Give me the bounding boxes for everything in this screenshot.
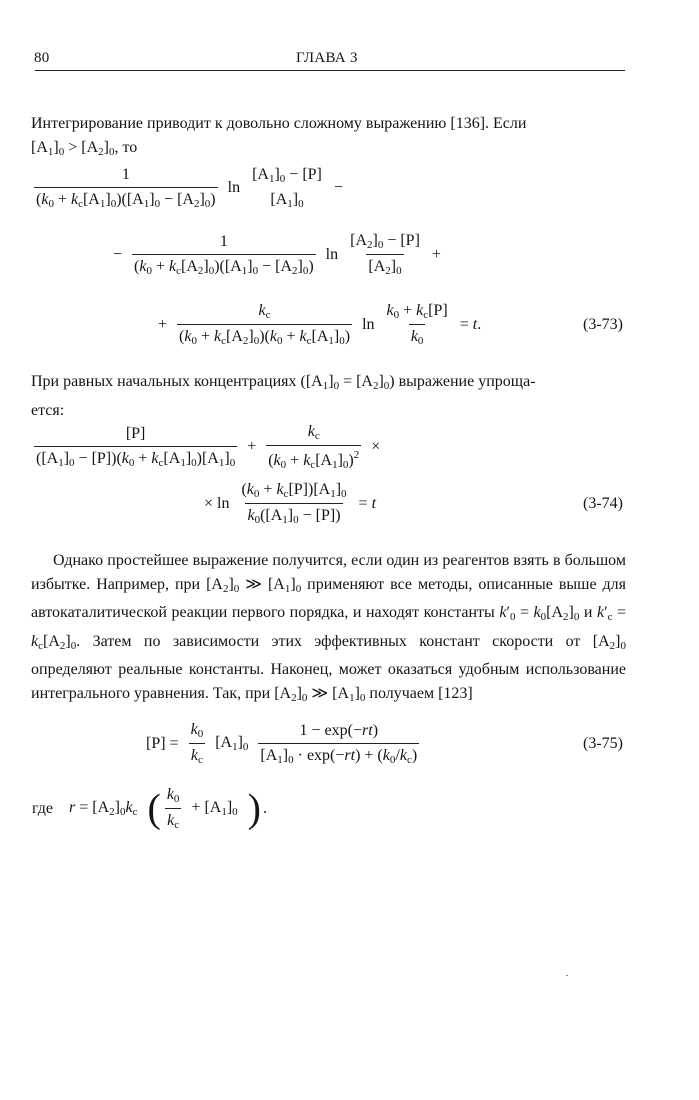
fraction: $\frac{(k_0 + k_c[P])[A_1]_0}{k_0([A_1]_0 - [P])}$	[241, 481, 347, 526]
where-label: где	[32, 799, 54, 817]
equation-3-74-line-2: × ln $\frac{(k_0 + k_c[P])[A_1]_0}{k_0([A_1]_0 - [P])}$ = t	[204, 481, 377, 526]
condition-text: $[A_1]_0 > [A_2]_0$, то	[31, 138, 138, 158]
fraction: $\frac{k_c}{(k_0 + k_c[A_2]_0)(k_0 + k_c[A_1]_0)}$	[179, 302, 351, 347]
paragraph-excess-reagent	[31, 549, 626, 710]
chapter-title: ГЛАВА 3	[296, 50, 358, 66]
equation-number: (3-75)	[583, 735, 623, 752]
scan-speck	[566, 975, 568, 976]
fraction: $\frac{k_0 + k_c[P]}{k_0}$	[386, 302, 448, 347]
fraction: $\frac{1}{(k_0 + k_c[A_2]_0)([A_1]_0 - [A_2]_0)}$	[134, 232, 314, 277]
fraction: $\frac{1 - \exp(-rt)}{[A_1]_0 \cdot \exp(-rt) + (k_0/k_c)}$	[260, 721, 418, 766]
fraction: $\frac{[P]}{([A_1]_0 - [P])(k_0 + k_c[A_1]_0)[A_1]_0}$	[36, 425, 236, 469]
equation-3-73-line-1: $\frac{1}{(k_0 + k_c[A_1]_0)([A_1]_0 - [A_2]_0)}$ ln $[A_1]_0 - [P]$ $[A_1]_0$ −	[36, 166, 343, 210]
equation-3-75: [P] = $\frac{k_0}{k_c}$ $[A_1]_0$ $\frac{1 - \exp(-rt)}{[A_1]_0 \cdot \exp(-rt) + (k_0/k_c)}$	[146, 721, 418, 766]
paragraph-equal-concentrations-text: При равных начальных концентрациях $([A_1]_0 = [A_2]_0)$ выражение упроща- ется:	[31, 373, 536, 419]
paragraph-equal-concentrations	[31, 370, 626, 422]
fraction: $\frac{k_0}{k_c}$	[166, 786, 180, 831]
fraction: $[A_1]_0 - [P]$ $[A_1]_0$	[252, 166, 322, 210]
equation-3-74-line-1: $\frac{[P]}{([A_1]_0 - [P])(k_0 + k_c[A_1]_0)[A_1]_0}$ + $\frac{k_c}{(k_0 + k_c[A_1]_0)^2}$ ×	[36, 423, 381, 471]
definition-r: где $r = [A_2]_0k_c$ ( $\frac{k_0}{k_c}$ + $[A_1]_0$ ) .	[32, 785, 267, 831]
paragraph-excess-reagent-text: Однако простейшее выражение получится, если один из реагентов взять в большом избытке. Например, при $[A_2]_0$ ≫ $[A_1]_0$ применяют все методы, описанные выше для автокаталитической реакции первого порядка, и находят константы $k'_0 = k_0[A_2]_0$ и $k'_c = k_c[A_2]_0$. Затем по зависимости этих эффективных констант скорости от $[A_2]_0$ определяют реальные константы. Наконец, может оказаться удобным использование интегрального уравнения. Так, при $[A_2]_0$ ≫ $[A_1]_0$ получаем [123]	[31, 552, 627, 704]
paragraph-intro-text: Интегрирование приводит к довольно сложному выражению [136]. Если	[31, 115, 527, 132]
fraction: $\frac{[A_2]_0 - [P]}{[A_2]_0}$	[350, 232, 420, 277]
fraction: $\frac{k_0}{k_c}$	[190, 721, 204, 766]
equation-number: (3-74)	[583, 495, 623, 512]
fraction: $\frac{1}{(k_0 + k_c[A_1]_0)([A_1]_0 - [A_2]_0)}$	[36, 166, 216, 210]
fraction: $\frac{k_c}{(k_0 + k_c[A_1]_0)^2}$	[268, 423, 360, 471]
equation-number: (3-73)	[583, 316, 623, 333]
header-rule	[35, 70, 625, 71]
page-number: 80	[34, 50, 50, 66]
paragraph-intro	[31, 112, 626, 164]
equation-3-73-line-2: − $\frac{1}{(k_0 + k_c[A_2]_0)([A_1]_0 - [A_2]_0)}$ ln $\frac{[A_2]_0 - [P]}{[A_2]_0}$ +	[113, 232, 441, 277]
equation-3-73-line-3: + $\frac{k_c}{(k_0 + k_c[A_2]_0)(k_0 + k_c[A_1]_0)}$ ln $\frac{k_0 + k_c[P]}{k_0}$ = t.	[158, 302, 482, 347]
